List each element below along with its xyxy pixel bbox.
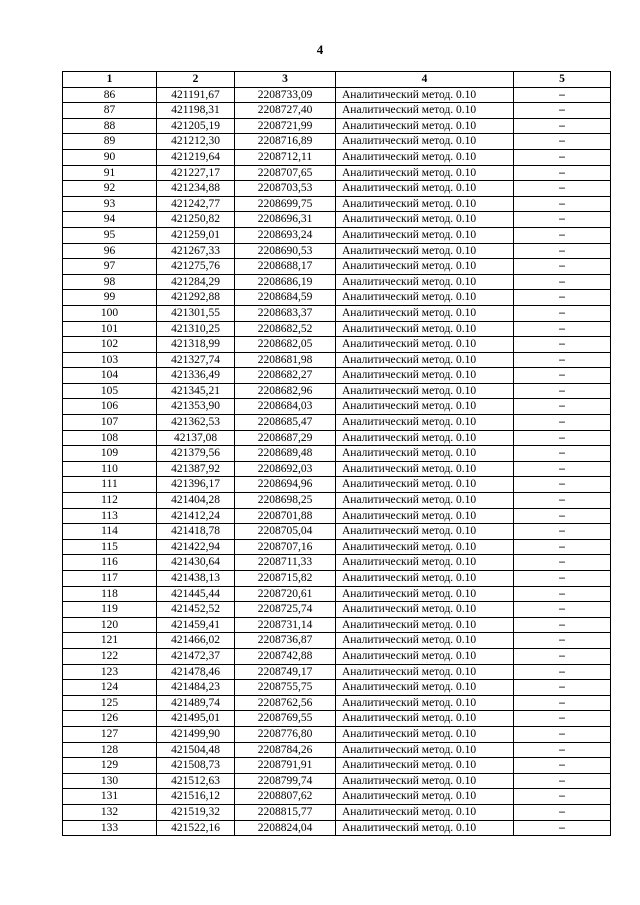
note-cell: – bbox=[514, 804, 611, 820]
table-row bbox=[63, 337, 611, 353]
method-cell: Аналитический метод. 0.10 bbox=[336, 461, 514, 477]
y-coordinate-cell: 2208725,74 bbox=[235, 602, 336, 618]
note-cell: – bbox=[514, 430, 611, 446]
x-coordinate-cell: 421227,17 bbox=[157, 165, 235, 181]
point-number-cell: 101 bbox=[63, 321, 157, 337]
note-cell: – bbox=[514, 227, 611, 243]
x-coordinate-cell: 421445,44 bbox=[157, 586, 235, 602]
table-row bbox=[63, 415, 611, 431]
x-coordinate-cell: 421396,17 bbox=[157, 477, 235, 493]
point-number-cell: 92 bbox=[63, 181, 157, 197]
y-coordinate-cell: 2208696,31 bbox=[235, 212, 336, 228]
method-cell: Аналитический метод. 0.10 bbox=[336, 804, 514, 820]
note-cell: – bbox=[514, 477, 611, 493]
point-number-cell: 133 bbox=[63, 820, 157, 836]
point-number-cell: 87 bbox=[63, 103, 157, 119]
note-cell: – bbox=[514, 337, 611, 353]
y-coordinate-cell: 2208720,61 bbox=[235, 586, 336, 602]
y-coordinate-cell: 2208784,26 bbox=[235, 742, 336, 758]
x-coordinate-cell: 421504,48 bbox=[157, 742, 235, 758]
method-cell: Аналитический метод. 0.10 bbox=[336, 758, 514, 774]
table-row bbox=[63, 212, 611, 228]
note-cell: – bbox=[514, 118, 611, 134]
y-coordinate-cell: 2208791,91 bbox=[235, 758, 336, 774]
point-number-cell: 129 bbox=[63, 758, 157, 774]
note-cell: – bbox=[514, 399, 611, 415]
page-number: 4 bbox=[316, 42, 324, 57]
point-number-cell: 106 bbox=[63, 399, 157, 415]
point-number-cell: 118 bbox=[63, 586, 157, 602]
method-cell: Аналитический метод. 0.10 bbox=[336, 305, 514, 321]
table-row bbox=[63, 680, 611, 696]
point-number-cell: 131 bbox=[63, 789, 157, 805]
note-cell: – bbox=[514, 446, 611, 462]
table-row bbox=[63, 633, 611, 649]
table-row bbox=[63, 399, 611, 415]
y-coordinate-cell: 2208681,98 bbox=[235, 352, 336, 368]
y-coordinate-cell: 2208776,80 bbox=[235, 726, 336, 742]
point-number-cell: 93 bbox=[63, 196, 157, 212]
note-cell: – bbox=[514, 461, 611, 477]
point-number-cell: 114 bbox=[63, 524, 157, 540]
method-cell: Аналитический метод. 0.10 bbox=[336, 773, 514, 789]
method-cell: Аналитический метод. 0.10 bbox=[336, 290, 514, 306]
x-coordinate-cell: 421219,64 bbox=[157, 149, 235, 165]
y-coordinate-cell: 2208699,75 bbox=[235, 196, 336, 212]
x-coordinate-cell: 421205,19 bbox=[157, 118, 235, 134]
y-coordinate-cell: 2208693,24 bbox=[235, 227, 336, 243]
x-coordinate-cell: 42137,08 bbox=[157, 430, 235, 446]
header-cell-4: 4 bbox=[336, 72, 514, 88]
point-number-cell: 119 bbox=[63, 602, 157, 618]
point-number-cell: 120 bbox=[63, 617, 157, 633]
table-row bbox=[63, 711, 611, 727]
point-number-cell: 94 bbox=[63, 212, 157, 228]
note-cell: – bbox=[514, 695, 611, 711]
note-cell: – bbox=[514, 555, 611, 571]
table-row bbox=[63, 664, 611, 680]
y-coordinate-cell: 2208703,53 bbox=[235, 181, 336, 197]
x-coordinate-cell: 421259,01 bbox=[157, 227, 235, 243]
y-coordinate-cell: 2208686,19 bbox=[235, 274, 336, 290]
method-cell: Аналитический метод. 0.10 bbox=[336, 399, 514, 415]
method-cell: Аналитический метод. 0.10 bbox=[336, 446, 514, 462]
table-row bbox=[63, 274, 611, 290]
table-row bbox=[63, 368, 611, 384]
x-coordinate-cell: 421404,28 bbox=[157, 493, 235, 509]
point-number-cell: 132 bbox=[63, 804, 157, 820]
x-coordinate-cell: 421191,67 bbox=[157, 87, 235, 103]
method-cell: Аналитический метод. 0.10 bbox=[336, 103, 514, 119]
table-row bbox=[63, 290, 611, 306]
table-row bbox=[63, 742, 611, 758]
note-cell: – bbox=[514, 820, 611, 836]
note-cell: – bbox=[514, 680, 611, 696]
table-row bbox=[63, 773, 611, 789]
y-coordinate-cell: 2208682,05 bbox=[235, 337, 336, 353]
method-cell: Аналитический метод. 0.10 bbox=[336, 726, 514, 742]
method-cell: Аналитический метод. 0.10 bbox=[336, 274, 514, 290]
table-row bbox=[63, 617, 611, 633]
note-cell: – bbox=[514, 773, 611, 789]
method-cell: Аналитический метод. 0.10 bbox=[336, 477, 514, 493]
y-coordinate-cell: 2208682,27 bbox=[235, 368, 336, 384]
method-cell: Аналитический метод. 0.10 bbox=[336, 789, 514, 805]
note-cell: – bbox=[514, 321, 611, 337]
method-cell: Аналитический метод. 0.10 bbox=[336, 352, 514, 368]
header-row bbox=[63, 72, 611, 88]
x-coordinate-cell: 421301,55 bbox=[157, 305, 235, 321]
point-number-cell: 110 bbox=[63, 461, 157, 477]
note-cell: – bbox=[514, 181, 611, 197]
table-row bbox=[63, 477, 611, 493]
table-row bbox=[63, 539, 611, 555]
method-cell: Аналитический метод. 0.10 bbox=[336, 742, 514, 758]
x-coordinate-cell: 421489,74 bbox=[157, 695, 235, 711]
x-coordinate-cell: 421512,63 bbox=[157, 773, 235, 789]
point-number-cell: 108 bbox=[63, 430, 157, 446]
point-number-cell: 109 bbox=[63, 446, 157, 462]
y-coordinate-cell: 2208715,82 bbox=[235, 571, 336, 587]
note-cell: – bbox=[514, 196, 611, 212]
header-cell-3: 3 bbox=[235, 72, 336, 88]
x-coordinate-cell: 421499,90 bbox=[157, 726, 235, 742]
y-coordinate-cell: 2208688,17 bbox=[235, 259, 336, 275]
table-row bbox=[63, 758, 611, 774]
point-number-cell: 86 bbox=[63, 87, 157, 103]
x-coordinate-cell: 421466,02 bbox=[157, 633, 235, 649]
note-cell: – bbox=[514, 243, 611, 259]
note-cell: – bbox=[514, 711, 611, 727]
method-cell: Аналитический метод. 0.10 bbox=[336, 337, 514, 353]
y-coordinate-cell: 2208799,74 bbox=[235, 773, 336, 789]
point-number-cell: 125 bbox=[63, 695, 157, 711]
x-coordinate-cell: 421452,52 bbox=[157, 602, 235, 618]
note-cell: – bbox=[514, 274, 611, 290]
x-coordinate-cell: 421519,32 bbox=[157, 804, 235, 820]
y-coordinate-cell: 2208762,56 bbox=[235, 695, 336, 711]
method-cell: Аналитический метод. 0.10 bbox=[336, 555, 514, 571]
x-coordinate-cell: 421292,88 bbox=[157, 290, 235, 306]
method-cell: Аналитический метод. 0.10 bbox=[336, 602, 514, 618]
x-coordinate-cell: 421516,12 bbox=[157, 789, 235, 805]
y-coordinate-cell: 2208687,29 bbox=[235, 430, 336, 446]
y-coordinate-cell: 2208682,96 bbox=[235, 383, 336, 399]
point-number-cell: 116 bbox=[63, 555, 157, 571]
method-cell: Аналитический метод. 0.10 bbox=[336, 633, 514, 649]
table-row bbox=[63, 430, 611, 446]
method-cell: Аналитический метод. 0.10 bbox=[336, 118, 514, 134]
table-row bbox=[63, 820, 611, 836]
method-cell: Аналитический метод. 0.10 bbox=[336, 493, 514, 509]
method-cell: Аналитический метод. 0.10 bbox=[336, 383, 514, 399]
note-cell: – bbox=[514, 758, 611, 774]
y-coordinate-cell: 2208721,99 bbox=[235, 118, 336, 134]
table-row bbox=[63, 227, 611, 243]
table-row bbox=[63, 87, 611, 103]
method-cell: Аналитический метод. 0.10 bbox=[336, 321, 514, 337]
note-cell: – bbox=[514, 617, 611, 633]
header-cell-5: 5 bbox=[514, 72, 611, 88]
method-cell: Аналитический метод. 0.10 bbox=[336, 508, 514, 524]
point-number-cell: 107 bbox=[63, 415, 157, 431]
method-cell: Аналитический метод. 0.10 bbox=[336, 571, 514, 587]
table-row bbox=[63, 602, 611, 618]
point-number-cell: 122 bbox=[63, 648, 157, 664]
point-number-cell: 126 bbox=[63, 711, 157, 727]
y-coordinate-cell: 2208694,96 bbox=[235, 477, 336, 493]
note-cell: – bbox=[514, 633, 611, 649]
x-coordinate-cell: 421495,01 bbox=[157, 711, 235, 727]
x-coordinate-cell: 421275,76 bbox=[157, 259, 235, 275]
note-cell: – bbox=[514, 305, 611, 321]
note-cell: – bbox=[514, 165, 611, 181]
y-coordinate-cell: 2208733,09 bbox=[235, 87, 336, 103]
method-cell: Аналитический метод. 0.10 bbox=[336, 227, 514, 243]
note-cell: – bbox=[514, 524, 611, 540]
point-number-cell: 124 bbox=[63, 680, 157, 696]
y-coordinate-cell: 2208707,65 bbox=[235, 165, 336, 181]
method-cell: Аналитический метод. 0.10 bbox=[336, 430, 514, 446]
table-row bbox=[63, 804, 611, 820]
y-coordinate-cell: 2208690,53 bbox=[235, 243, 336, 259]
table-row bbox=[63, 555, 611, 571]
method-cell: Аналитический метод. 0.10 bbox=[336, 648, 514, 664]
y-coordinate-cell: 2208711,33 bbox=[235, 555, 336, 571]
y-coordinate-cell: 2208731,14 bbox=[235, 617, 336, 633]
x-coordinate-cell: 421478,46 bbox=[157, 664, 235, 680]
method-cell: Аналитический метод. 0.10 bbox=[336, 711, 514, 727]
method-cell: Аналитический метод. 0.10 bbox=[336, 664, 514, 680]
note-cell: – bbox=[514, 586, 611, 602]
table-row bbox=[63, 726, 611, 742]
header-cell-1: 1 bbox=[63, 72, 157, 88]
method-cell: Аналитический метод. 0.10 bbox=[336, 368, 514, 384]
point-number-cell: 90 bbox=[63, 149, 157, 165]
note-cell: – bbox=[514, 87, 611, 103]
y-coordinate-cell: 2208742,88 bbox=[235, 648, 336, 664]
method-cell: Аналитический метод. 0.10 bbox=[336, 196, 514, 212]
y-coordinate-cell: 2208727,40 bbox=[235, 103, 336, 119]
method-cell: Аналитический метод. 0.10 bbox=[336, 680, 514, 696]
point-number-cell: 99 bbox=[63, 290, 157, 306]
point-number-cell: 128 bbox=[63, 742, 157, 758]
y-coordinate-cell: 2208689,48 bbox=[235, 446, 336, 462]
table-row bbox=[63, 305, 611, 321]
note-cell: – bbox=[514, 259, 611, 275]
method-cell: Аналитический метод. 0.10 bbox=[336, 415, 514, 431]
point-number-cell: 102 bbox=[63, 337, 157, 353]
note-cell: – bbox=[514, 508, 611, 524]
x-coordinate-cell: 421379,56 bbox=[157, 446, 235, 462]
x-coordinate-cell: 421418,78 bbox=[157, 524, 235, 540]
point-number-cell: 121 bbox=[63, 633, 157, 649]
point-number-cell: 96 bbox=[63, 243, 157, 259]
y-coordinate-cell: 2208769,55 bbox=[235, 711, 336, 727]
x-coordinate-cell: 421438,13 bbox=[157, 571, 235, 587]
table-row bbox=[63, 789, 611, 805]
table-row bbox=[63, 165, 611, 181]
note-cell: – bbox=[514, 539, 611, 555]
point-number-cell: 89 bbox=[63, 134, 157, 150]
x-coordinate-cell: 421508,73 bbox=[157, 758, 235, 774]
y-coordinate-cell: 2208705,04 bbox=[235, 524, 336, 540]
point-number-cell: 105 bbox=[63, 383, 157, 399]
y-coordinate-cell: 2208712,11 bbox=[235, 149, 336, 165]
y-coordinate-cell: 2208682,52 bbox=[235, 321, 336, 337]
point-number-cell: 123 bbox=[63, 664, 157, 680]
point-number-cell: 95 bbox=[63, 227, 157, 243]
table-row bbox=[63, 586, 611, 602]
y-coordinate-cell: 2208707,16 bbox=[235, 539, 336, 555]
x-coordinate-cell: 421310,25 bbox=[157, 321, 235, 337]
y-coordinate-cell: 2208807,62 bbox=[235, 789, 336, 805]
table-row bbox=[63, 648, 611, 664]
x-coordinate-cell: 421327,74 bbox=[157, 352, 235, 368]
note-cell: – bbox=[514, 103, 611, 119]
table-row bbox=[63, 508, 611, 524]
point-number-cell: 112 bbox=[63, 493, 157, 509]
point-number-cell: 88 bbox=[63, 118, 157, 134]
method-cell: Аналитический метод. 0.10 bbox=[336, 695, 514, 711]
table-row bbox=[63, 571, 611, 587]
point-number-cell: 100 bbox=[63, 305, 157, 321]
point-number-cell: 97 bbox=[63, 259, 157, 275]
table-row bbox=[63, 118, 611, 134]
note-cell: – bbox=[514, 212, 611, 228]
y-coordinate-cell: 2208701,88 bbox=[235, 508, 336, 524]
x-coordinate-cell: 421250,82 bbox=[157, 212, 235, 228]
y-coordinate-cell: 2208755,75 bbox=[235, 680, 336, 696]
x-coordinate-cell: 421412,24 bbox=[157, 508, 235, 524]
x-coordinate-cell: 421430,64 bbox=[157, 555, 235, 571]
y-coordinate-cell: 2208824,04 bbox=[235, 820, 336, 836]
table-row bbox=[63, 321, 611, 337]
method-cell: Аналитический метод. 0.10 bbox=[336, 524, 514, 540]
note-cell: – bbox=[514, 368, 611, 384]
x-coordinate-cell: 421242,77 bbox=[157, 196, 235, 212]
table-row bbox=[63, 181, 611, 197]
point-number-cell: 115 bbox=[63, 539, 157, 555]
table-row bbox=[63, 196, 611, 212]
y-coordinate-cell: 2208749,17 bbox=[235, 664, 336, 680]
y-coordinate-cell: 2208716,89 bbox=[235, 134, 336, 150]
note-cell: – bbox=[514, 383, 611, 399]
table-row bbox=[63, 383, 611, 399]
x-coordinate-cell: 421353,90 bbox=[157, 399, 235, 415]
method-cell: Аналитический метод. 0.10 bbox=[336, 149, 514, 165]
table-row bbox=[63, 352, 611, 368]
y-coordinate-cell: 2208683,37 bbox=[235, 305, 336, 321]
note-cell: – bbox=[514, 134, 611, 150]
coordinates-table bbox=[62, 71, 611, 836]
x-coordinate-cell: 421522,16 bbox=[157, 820, 235, 836]
y-coordinate-cell: 2208736,87 bbox=[235, 633, 336, 649]
x-coordinate-cell: 421362,53 bbox=[157, 415, 235, 431]
x-coordinate-cell: 421345,21 bbox=[157, 383, 235, 399]
table-row bbox=[63, 134, 611, 150]
x-coordinate-cell: 421459,41 bbox=[157, 617, 235, 633]
method-cell: Аналитический метод. 0.10 bbox=[336, 539, 514, 555]
note-cell: – bbox=[514, 602, 611, 618]
x-coordinate-cell: 421198,31 bbox=[157, 103, 235, 119]
point-number-cell: 130 bbox=[63, 773, 157, 789]
method-cell: Аналитический метод. 0.10 bbox=[336, 181, 514, 197]
note-cell: – bbox=[514, 664, 611, 680]
note-cell: – bbox=[514, 352, 611, 368]
method-cell: Аналитический метод. 0.10 bbox=[336, 617, 514, 633]
point-number-cell: 127 bbox=[63, 726, 157, 742]
note-cell: – bbox=[514, 290, 611, 306]
note-cell: – bbox=[514, 493, 611, 509]
point-number-cell: 91 bbox=[63, 165, 157, 181]
table-row bbox=[63, 446, 611, 462]
note-cell: – bbox=[514, 742, 611, 758]
method-cell: Аналитический метод. 0.10 bbox=[336, 820, 514, 836]
note-cell: – bbox=[514, 571, 611, 587]
method-cell: Аналитический метод. 0.10 bbox=[336, 586, 514, 602]
table-body bbox=[63, 87, 611, 836]
table-row bbox=[63, 259, 611, 275]
x-coordinate-cell: 421318,99 bbox=[157, 337, 235, 353]
x-coordinate-cell: 421267,33 bbox=[157, 243, 235, 259]
point-number-cell: 111 bbox=[63, 477, 157, 493]
table-header bbox=[63, 72, 611, 88]
table-row bbox=[63, 149, 611, 165]
point-number-cell: 117 bbox=[63, 571, 157, 587]
y-coordinate-cell: 2208685,47 bbox=[235, 415, 336, 431]
point-number-cell: 113 bbox=[63, 508, 157, 524]
y-coordinate-cell: 2208684,59 bbox=[235, 290, 336, 306]
table-row bbox=[63, 493, 611, 509]
x-coordinate-cell: 421422,94 bbox=[157, 539, 235, 555]
method-cell: Аналитический метод. 0.10 bbox=[336, 134, 514, 150]
table-row bbox=[63, 103, 611, 119]
x-coordinate-cell: 421284,29 bbox=[157, 274, 235, 290]
method-cell: Аналитический метод. 0.10 bbox=[336, 212, 514, 228]
method-cell: Аналитический метод. 0.10 bbox=[336, 87, 514, 103]
note-cell: – bbox=[514, 648, 611, 664]
y-coordinate-cell: 2208684,03 bbox=[235, 399, 336, 415]
x-coordinate-cell: 421212,30 bbox=[157, 134, 235, 150]
x-coordinate-cell: 421234,88 bbox=[157, 181, 235, 197]
x-coordinate-cell: 421387,92 bbox=[157, 461, 235, 477]
point-number-cell: 98 bbox=[63, 274, 157, 290]
note-cell: – bbox=[514, 789, 611, 805]
note-cell: – bbox=[514, 415, 611, 431]
x-coordinate-cell: 421484,23 bbox=[157, 680, 235, 696]
method-cell: Аналитический метод. 0.10 bbox=[336, 259, 514, 275]
method-cell: Аналитический метод. 0.10 bbox=[336, 165, 514, 181]
note-cell: – bbox=[514, 149, 611, 165]
table-row bbox=[63, 695, 611, 711]
method-cell: Аналитический метод. 0.10 bbox=[336, 243, 514, 259]
y-coordinate-cell: 2208698,25 bbox=[235, 493, 336, 509]
header-cell-2: 2 bbox=[157, 72, 235, 88]
point-number-cell: 104 bbox=[63, 368, 157, 384]
note-cell: – bbox=[514, 726, 611, 742]
y-coordinate-cell: 2208692,03 bbox=[235, 461, 336, 477]
x-coordinate-cell: 421336,49 bbox=[157, 368, 235, 384]
point-number-cell: 103 bbox=[63, 352, 157, 368]
y-coordinate-cell: 2208815,77 bbox=[235, 804, 336, 820]
table-row bbox=[63, 461, 611, 477]
x-coordinate-cell: 421472,37 bbox=[157, 648, 235, 664]
table-row bbox=[63, 524, 611, 540]
table-row bbox=[63, 243, 611, 259]
